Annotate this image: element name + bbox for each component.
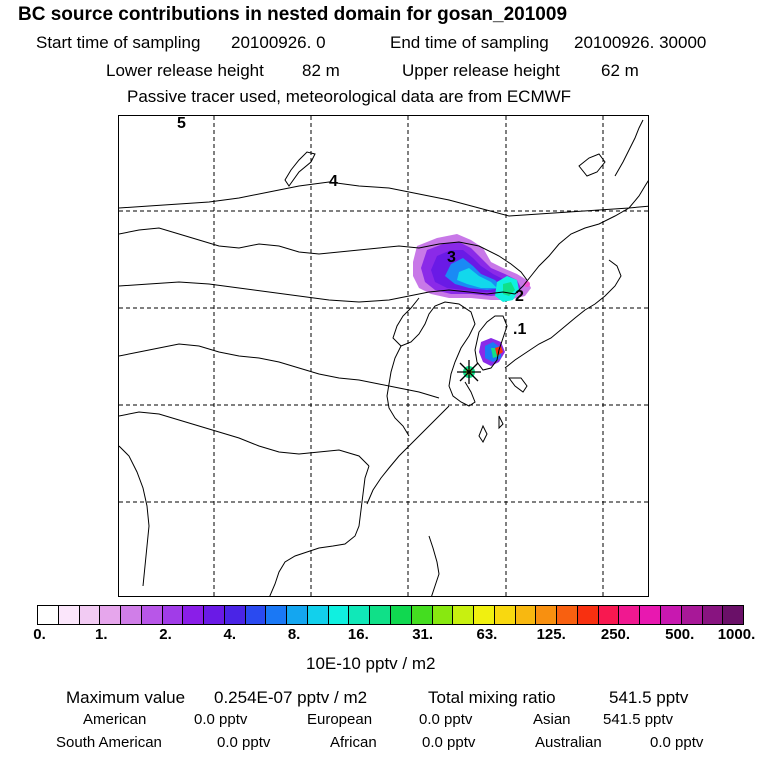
max-value-label: Maximum value <box>66 688 186 707</box>
colorbar-tick-label: 1000. <box>717 626 756 643</box>
colorbar-tick-label: 500. <box>665 626 695 643</box>
colorbar-swatch <box>516 606 537 624</box>
colorbar-tick-label: 8. <box>287 626 301 643</box>
colorbar-swatch <box>703 606 724 624</box>
receptor-star-marker <box>457 360 481 384</box>
colorbar-swatch <box>329 606 350 624</box>
region-name-european: European <box>307 711 373 728</box>
coastlines <box>119 120 649 597</box>
upper-height-value: 62 m <box>601 61 639 80</box>
start-time-label: Start time of sampling <box>36 33 201 52</box>
colorbar-swatch <box>557 606 578 624</box>
colorbar-tick-label: 250. <box>600 626 631 643</box>
region-label-3: 3 <box>447 249 456 266</box>
lower-height-label: Lower release height <box>106 61 264 80</box>
region-value-asian: 541.5 pptv <box>603 711 674 728</box>
region-name-australian: Australian <box>535 734 602 751</box>
colorbar-swatch <box>495 606 516 624</box>
colorbar-swatch <box>453 606 474 624</box>
region-name-asian: Asian <box>533 711 571 728</box>
region-name-american: American <box>83 711 147 728</box>
colorbar-tick-label: 31. <box>412 626 434 643</box>
colorbar-swatch <box>640 606 661 624</box>
colorbar-swatch <box>121 606 142 624</box>
region-label-5: 5 <box>177 116 186 132</box>
colorbar-swatch <box>433 606 454 624</box>
start-time-value: 20100926. 0 <box>231 33 326 52</box>
colorbar-swatch <box>370 606 391 624</box>
colorbar-swatch <box>599 606 620 624</box>
colorbar-swatch <box>163 606 184 624</box>
colorbar-swatch <box>661 606 682 624</box>
end-time-label: End time of sampling <box>390 33 549 52</box>
region-name-african: African <box>330 734 377 751</box>
contribution-plume <box>413 234 531 378</box>
map-panel <box>118 115 649 597</box>
colorbar-swatch <box>225 606 246 624</box>
region-value-african: 0.0 pptv <box>422 734 476 751</box>
region-value-american: 0.0 pptv <box>194 711 248 728</box>
colorbar-swatch <box>59 606 80 624</box>
colorbar-swatch <box>682 606 703 624</box>
colorbar-swatch <box>100 606 121 624</box>
map-svg <box>119 116 649 597</box>
colorbar <box>37 605 744 625</box>
colorbar-swatch <box>578 606 599 624</box>
end-time-value: 20100926. 30000 <box>574 33 707 52</box>
colorbar-swatch <box>38 606 59 624</box>
total-mixing-value: 541.5 pptv <box>609 688 689 707</box>
region-value-european: 0.0 pptv <box>419 711 473 728</box>
colorbar-swatch <box>246 606 267 624</box>
colorbar-tick-label: 2. <box>159 626 172 643</box>
region-value-australian: 0.0 pptv <box>650 734 704 751</box>
colorbar-swatch <box>80 606 101 624</box>
colorbar-swatch <box>204 606 225 624</box>
colorbar-unit: 10E-10 pptv / m2 <box>306 654 436 673</box>
colorbar-swatch <box>266 606 287 624</box>
colorbar-tick-label: 16. <box>347 626 369 643</box>
region-label-4: 4 <box>329 173 338 190</box>
colorbar-tick-label: 0. <box>33 626 46 643</box>
colorbar-swatch <box>142 606 163 624</box>
region-value-south-american: 0.0 pptv <box>217 734 271 751</box>
lower-height-value: 82 m <box>302 61 340 80</box>
colorbar-swatch <box>723 606 743 624</box>
colorbar-tick-label: 125. <box>536 626 566 643</box>
colorbar-swatch <box>619 606 640 624</box>
colorbar-swatch <box>412 606 433 624</box>
colorbar-swatch <box>183 606 204 624</box>
colorbar-tick-label: 1. <box>95 626 108 643</box>
tracer-note: Passive tracer used, meteorological data are from ECMWF <box>127 87 572 106</box>
colorbar-swatch <box>287 606 308 624</box>
max-value: 0.254E-07 pptv / m2 <box>214 688 368 707</box>
total-mixing-label: Total mixing ratio <box>428 688 556 707</box>
region-name-south-american: South American <box>56 734 162 751</box>
colorbar-swatch <box>349 606 370 624</box>
region-label-1: .1 <box>513 321 527 338</box>
region-label-2: 2 <box>515 288 524 305</box>
plot-title: BC source contributions in nested domain for gosan_201009 <box>18 4 568 25</box>
colorbar-swatch <box>536 606 557 624</box>
colorbar-tick-label: 4. <box>223 626 237 643</box>
colorbar-swatch <box>474 606 495 624</box>
upper-height-label: Upper release height <box>402 61 560 80</box>
colorbar-swatch <box>391 606 412 624</box>
colorbar-swatch <box>308 606 329 624</box>
colorbar-tick-label: 63. <box>476 626 498 643</box>
